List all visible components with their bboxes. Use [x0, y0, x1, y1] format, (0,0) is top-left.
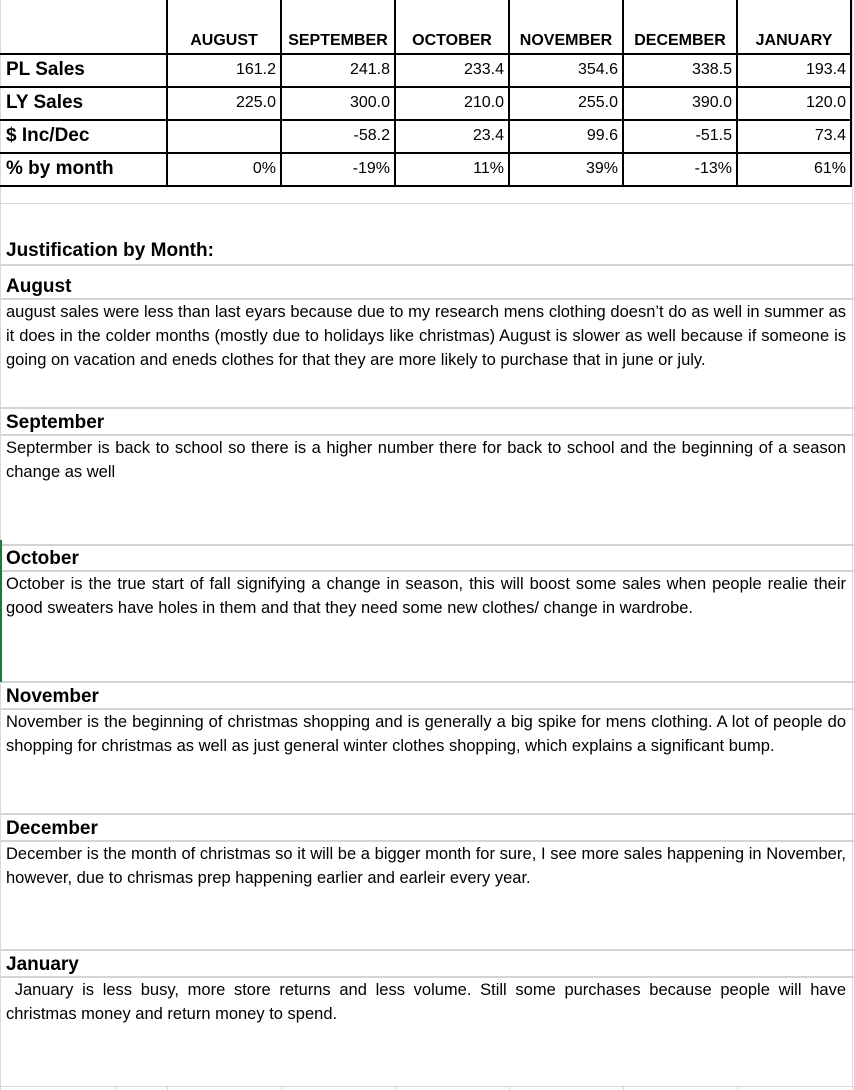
- row-label-ly-sales[interactable]: LY Sales: [6, 92, 84, 113]
- month-text-october[interactable]: October is the true start of fall signifying a change in season, this will boost some sales when people realie their good sweaters have holes in them and that they need some new clothes/ change in wardrobe.: [6, 575, 846, 617]
- month-text-november[interactable]: November is the beginning of christmas shopping and is generally a big spike for mens clothing. A lot of people do shopping for christmas as well as just general winter clothes shopping, which explains a significant bump.: [6, 713, 846, 755]
- cell-pct-january[interactable]: 61%: [813, 160, 846, 177]
- selection-edge-indicator: [0, 540, 2, 682]
- col-header-january[interactable]: JANUARY: [755, 32, 833, 49]
- col-header-august[interactable]: AUGUST: [190, 32, 258, 49]
- cell-inc-dec-december[interactable]: -51.5: [695, 127, 732, 144]
- col-header-october[interactable]: OCTOBER: [412, 32, 492, 49]
- cell-ly-sales-september[interactable]: 300.0: [349, 94, 390, 111]
- cell-pct-august[interactable]: 0%: [252, 160, 276, 177]
- cell-pl-sales-december[interactable]: 338.5: [691, 61, 732, 78]
- cell-ly-sales-october[interactable]: 210.0: [463, 94, 504, 111]
- col-header-november[interactable]: NOVEMBER: [519, 32, 613, 49]
- cell-pct-september[interactable]: -19%: [352, 160, 390, 177]
- month-heading-october[interactable]: October: [6, 548, 79, 569]
- cell-pct-november[interactable]: 39%: [585, 160, 618, 177]
- cell-pl-sales-november[interactable]: 354.6: [577, 61, 618, 78]
- col-header-december[interactable]: DECEMBER: [634, 32, 726, 49]
- cell-inc-dec-october[interactable]: 23.4: [472, 127, 504, 144]
- cell-pct-october[interactable]: 11%: [473, 160, 504, 177]
- month-heading-january[interactable]: January: [6, 954, 79, 975]
- row-label-inc-dec[interactable]: $ Inc/Dec: [6, 125, 90, 146]
- month-heading-september[interactable]: September: [6, 412, 105, 433]
- cell-inc-dec-september[interactable]: -58.2: [353, 127, 390, 144]
- month-heading-november[interactable]: November: [6, 686, 99, 707]
- month-text-september[interactable]: Septermber is back to school so there is a higher number there for back to school and the beginning of a season change as well: [6, 439, 846, 481]
- cell-ly-sales-january[interactable]: 120.0: [805, 94, 846, 111]
- month-text-december[interactable]: December is the month of christmas so it will be a bigger month for sure, I see more sales happening in November, however, due to chrismas prep happening earlier and earleir every year.: [6, 845, 846, 887]
- month-heading-december[interactable]: December: [6, 818, 98, 839]
- cell-inc-dec-november[interactable]: 99.6: [586, 127, 618, 144]
- row-label-pl-sales[interactable]: PL Sales: [6, 59, 85, 80]
- cell-inc-dec-august[interactable]: [168, 119, 280, 152]
- justification-title[interactable]: Justification by Month:: [6, 240, 214, 261]
- month-text-january[interactable]: January is less busy, more store returns and less volume. Still some purchases because people will have christmas money and return money to spend.: [6, 981, 851, 1023]
- cell-pl-sales-september[interactable]: 241.8: [349, 61, 390, 78]
- month-text-august[interactable]: august sales were less than last eyars because due to my research mens clothing doesn’t do as well in summer as it does in the colder months (mostly due to holidays like christmas) August is slower as well because if someone is going on vacation and eneds clothes for that they are more likely to purchase that in june or july.: [6, 303, 846, 369]
- cell-ly-sales-december[interactable]: 390.0: [691, 94, 732, 111]
- cell-ly-sales-august[interactable]: 225.0: [235, 94, 276, 111]
- row-label-pct-by-month[interactable]: % by month: [6, 158, 114, 179]
- cell-ly-sales-november[interactable]: 255.0: [577, 94, 618, 111]
- month-heading-august[interactable]: August: [6, 276, 72, 297]
- cell-pct-december[interactable]: -13%: [694, 160, 732, 177]
- cell-inc-dec-january[interactable]: 73.4: [814, 127, 846, 144]
- cell-pl-sales-august[interactable]: 161.2: [235, 61, 276, 78]
- cell-pl-sales-january[interactable]: 193.4: [805, 61, 846, 78]
- cell-pl-sales-october[interactable]: 233.4: [463, 61, 504, 78]
- col-header-september[interactable]: SEPTEMBER: [288, 32, 388, 49]
